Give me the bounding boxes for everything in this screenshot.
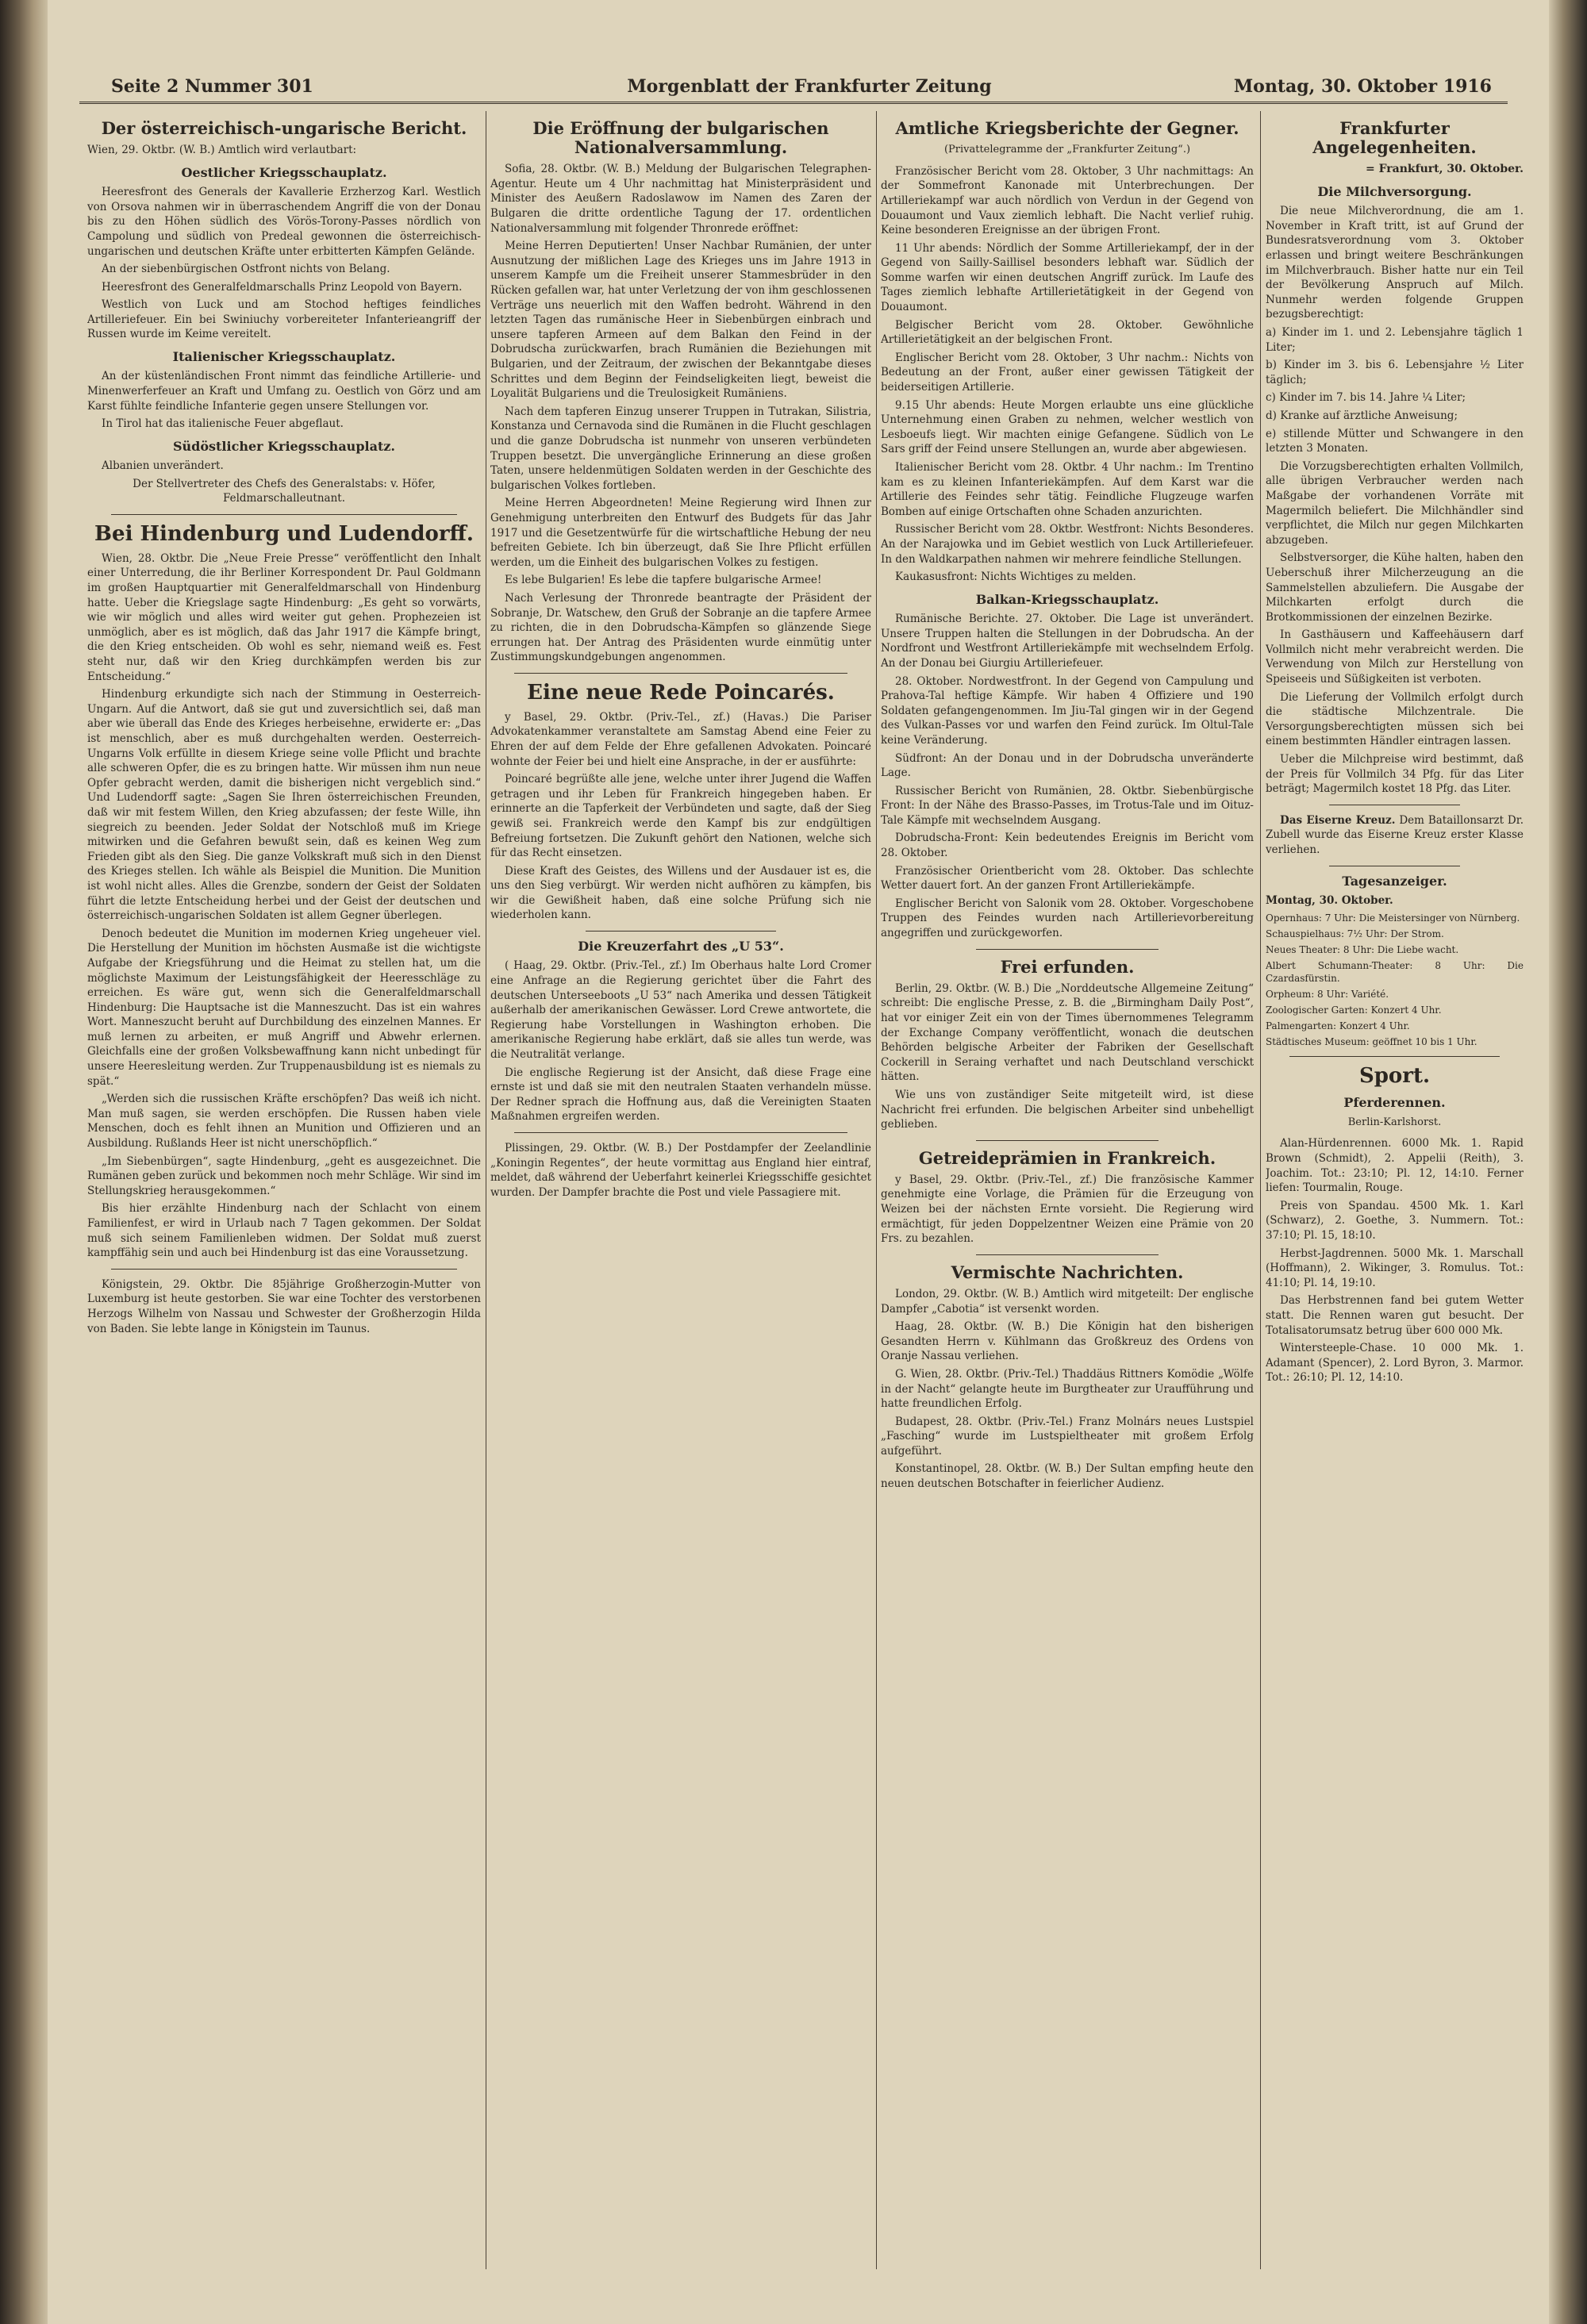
paragraph: In Gasthäusern und Kaffeehäusern darf Vollmilch nicht mehr verabreicht werden. Die Verwendung von Milch zur Herstellung von Speiseeis und Süßigkeiten ist verboten. bbox=[1266, 628, 1524, 686]
paragraph: Es lebe Bulgarien! Es lebe die tapfere bulgarische Armee! bbox=[505, 574, 822, 587]
paragraph: Alan-Hürdenrennen. 6000 Mk. 1. Rapid Brown (Schmidt), 2. Appelii (Reith), 3. Joachim. Tot.: 23:10; Pl. 12, 14:10. Ferner liefen: Tourmalin, Rouge. bbox=[1266, 1137, 1524, 1195]
separator bbox=[976, 1140, 1159, 1141]
paragraph: Nach Verlesung der Thronrede beantragte der Präsident der Sobranje, Dr. Watschew, den Gruß der Sobranje an die tapfere Armee zu richten, die in den Dobrudscha-Kämpfen so glänzende Siege errungen hat. Der Antrag des Präsidenten wurde einmütig unter Zustimmungskundgebungen angenommen. bbox=[490, 591, 871, 664]
paragraph: Selbstversorger, die Kühe halten, haben den Ueberschuß ihrer Milcherzeugung an die Sammelstellen abzuliefern. Die Ausgabe der Milchkarten erfolgt durch die Brotkommissionen der einzelnen Bezirke. bbox=[1266, 551, 1524, 624]
paragraph: Ueber die Milchpreise wird bestimmt, daß der Preis für Vollmilch 34 Pfg. für das Liter beträgt; Magermilch kostet 18 Pfg. das Liter. bbox=[1266, 753, 1524, 796]
column-rule bbox=[876, 111, 877, 2269]
headline: Sport. bbox=[1358, 1063, 1431, 1088]
headline: Vermischte Nachrichten. bbox=[951, 1262, 1184, 1282]
paragraph: Die englische Regierung ist der Ansicht, daß diese Frage eine ernste ist und daß sie mit den neutralen Staaten verhandeln müsse. Der Redner sprach die Hoffnung aus, daß die Vereinigten Staaten Maßnahmen ergreifen werden. bbox=[490, 1066, 871, 1124]
list-item: b) Kinder im 3. bis 6. Lebensjahre ½ Liter täglich; bbox=[1266, 359, 1524, 386]
paragraph: Russischer Bericht vom 28. Oktbr. Westfront: Nichts Besonderes. An der Narajowka und im Gebiet westlich von Luck Artilleriefeuer. In den Waldkarpathen nahmen wir mehrere feindliche Stellungen. bbox=[881, 523, 1254, 566]
separator bbox=[1289, 1056, 1500, 1057]
headline: Eine neue Rede Poincarés. bbox=[527, 680, 835, 705]
paragraph: An der küstenländischen Front nimmt das feindliche Artillerie- und Minenwerferfeuer an Kraft und Umfang zu. Oestlich von Görz und am Karst fühlte feindliche Infanterie gegen unsere Stellungen vor. bbox=[87, 370, 481, 413]
paragraph: Hindenburg erkundigte sich nach der Stimmung in Oesterreich-Ungarn. Auf die Antwort, daß sie gut und zuversichtlich sei, daß man aber wie überall das Ende des Krieges herbeisehne, erwiderte er: „Das ist menschlich, aber es muß durchgehalten werden. Oesterreich-Ungarns Volk erfüllte in diesem Kriege seine volle Pflicht und brachte alle schweren Opfer, die es zu bringen hatte. Wir müssen ihm nun neue Opfer gebracht werden, damit die bisherigen nicht vergeblich sind.“ Und Ludendorff sagte: „Sagen Sie Ihren österreichischen Freunden, daß wir mit festem Willen, den Krieg abzufassen; der feste Wille, ihn siegreich zu beenden. Jeder Soldat der Notschloß muß im Kriege mitwirken und die Gefahren bewußt sein, daß es keinen Weg zum Frieden gibt als den Sieg. Die ganze Volkskraft muß sich in den Dienst des Krieges stellen. Ich wähle als Beispiel die Munition. Die Munition ist wohl nicht alles. Alles die Grenzbe, sondern der Geist der Soldaten führt die letzte Entscheidung herbei und der Geist der deutschen und österreichisch-ungarischen Soldaten ist allem Gegner überlegen. bbox=[87, 688, 481, 923]
dateline: = Frankfurt, 30. Oktober. bbox=[1365, 163, 1524, 176]
headline: Frankfurter Angelegenheiten. bbox=[1312, 118, 1477, 158]
paragraph: Heeresfront des Generalfeldmarschalls Prinz Leopold von Bayern. bbox=[102, 280, 463, 294]
paragraph: Poincaré begrüßte alle jene, welche unter ihrer Jugend die Waffen getragen und ihr Leben für Frankreich hingegeben haben. Er erinnerte an die Tapferkeit der Verbündeten und sagte, daß der Sieg gewiß sei. Frankreich werde den Kampf bis zur endgültigen Befreiung fortsetzen. Die Zukunft gehört den Nationen, welche sich für das Recht einsetzen. bbox=[490, 773, 871, 860]
events-listing bbox=[1266, 912, 1524, 1048]
page-number: Seite 2 Nummer 301 bbox=[111, 76, 313, 97]
list-item: Opernhaus: 7 Uhr: Die Meistersinger von Nürnberg. bbox=[1266, 912, 1520, 924]
list-item: e) stillende Mütter und Schwangere in den letzten 3 Monaten. bbox=[1266, 427, 1524, 455]
headline: Frei erfunden. bbox=[1000, 956, 1135, 977]
list-item: Neues Theater: 8 Uhr: Die Liebe wacht. bbox=[1266, 943, 1459, 955]
headline: Tagesanzeiger. bbox=[1342, 873, 1447, 889]
paragraph: Westlich von Luck und am Stochod heftiges feindliches Artilleriefeuer. Ein bei Swiniuchy vorbereiteter Infanterieangriff der Russen wurde im Keime vereitelt. bbox=[87, 298, 481, 341]
paragraph: Englischer Bericht von Salonik vom 28. Oktober. Vorgeschobene Truppen des Feindes wurden nach Artillerievorbereitung angegriffen und zurückgeworfen. bbox=[881, 897, 1254, 940]
paragraph: Haag, 28. Oktbr. (W. B.) Die Königin hat den bisherigen Gesandten Herrn v. Kühlmann das Großkreuz des Ordens von Oranje Nassau verliehen. bbox=[881, 1320, 1254, 1363]
paragraph: ( Haag, 29. Oktbr. (Priv.-Tel., zf.) Im Oberhaus halte Lord Cromer eine Anfrage an die Regierung gerichtet über die Fahrt des deutschen Unterseeboots „U 53“ nach Amerika und dessen Tätigkeit außerhalb der amerikanischen Gewässer. Lord Crewe antwortete, die Regierung habe Vorstellungen in Washington erhoben. Die amerikanische Regierung habe erklärt, daß sie alles tun werde, was die Neutralität verlange. bbox=[490, 959, 871, 1062]
subheadline: Südöstlicher Kriegsschauplatz. bbox=[172, 438, 395, 454]
paragraph: Englischer Bericht vom 28. Oktober, 3 Uhr nachm.: Nichts von Bedeutung an der Front, außer einer gewissen Tätigkeit der beiderseitigen Artillerie. bbox=[881, 351, 1254, 394]
list-item: Städtisches Museum: geöffnet 10 bis 1 Uhr. bbox=[1266, 1035, 1477, 1047]
column-4 bbox=[1266, 111, 1524, 2261]
paragraph: Rumänische Berichte. 27. Oktober. Die Lage ist unverändert. Unsere Truppen halten die Stellungen in der Dobrudscha. An der Nordfront und Westfront Artilleriekämpfe mit wechselndem Erfolg. An der Donau bei Giurgiu Artilleriefeuer. bbox=[881, 613, 1254, 670]
subheadline: Balkan-Kriegsschauplatz. bbox=[975, 591, 1159, 607]
paragraph: Wintersteeple-Chase. 10 000 Mk. 1. Adamant (Spencer), 2. Lord Byron, 3. Marmor. Tot.: 26:10; Pl. 12, 14:10. bbox=[1266, 1342, 1524, 1385]
paragraph: An der siebenbürgischen Ostfront nichts von Belang. bbox=[102, 263, 390, 276]
column-3 bbox=[881, 111, 1254, 2261]
paragraph: Russischer Bericht von Rumänien, 28. Oktbr. Siebenbürgische Front: In der Nähe des Brasso-Passes, im Trotus-Tale und im Oituz-Tale Kämpfe mit wechselndem Ausgang. bbox=[881, 784, 1254, 827]
column-2 bbox=[490, 111, 871, 2261]
paragraph: Königstein, 29. Oktbr. Die 85jährige Großherzogin-Mutter von Luxemburg ist heute gestorben. Sie war eine Tochter des verstorbenen Herzogs Wilhelm von Nassau und Schwester der Großherzogin Hilda von Baden. Sie lebte lange in Königstein im Taunus. bbox=[87, 1277, 481, 1335]
paragraph: Französischer Bericht vom 28. Oktober, 3 Uhr nachmittags: An der Sommefront Kanonade mit Unterbrechungen. Der Artilleriekampf war auch nördlich von Verdun in der Gegend von Douaumont und Vaux ziemlich lebhaft. Die Nacht verlief ruhig. Keine besonderen Ereignisse an der übrigen Front. bbox=[881, 164, 1254, 237]
paragraph: Die neue Milchverordnung, die am 1. November in Kraft tritt, ist auf Grund der Bundesratsverordnung vom 3. Oktober erlassen und bringt weitere Beschränkungen im Milchverbrauch. Bisher hatte nur ein Teil der Bevölkerung Anspruch auf Milch. Nunmehr werden folgende Gruppen bezugsberechtigt: bbox=[1266, 205, 1524, 321]
headline: Bei Hindenburg und Ludendorff. bbox=[94, 522, 474, 546]
paragraph: Italienischer Bericht vom 28. Oktbr. 4 Uhr nachm.: Im Trentino kam es zu kleinen Infanteriekämpfen. Auf dem Karst war die Artillerie des Feindes sehr tätig. Feindliche Flugzeuge warfen Bomben auf einige Ortschaften ohne Schaden anzurichten. bbox=[881, 461, 1254, 518]
paragraph: Die Lieferung der Vollmilch erfolgt durch die städtische Milchzentrale. Die Versorgungsberechtigten müssen sich bei einem bestimmten Händler eintragen lassen. bbox=[1266, 690, 1524, 748]
headline: Getreideprämien in Frankreich. bbox=[918, 1147, 1216, 1168]
separator bbox=[111, 1269, 457, 1270]
list-item: a) Kinder im 1. und 2. Lebensjahre täglich 1 Liter; bbox=[1266, 326, 1524, 354]
book-binding bbox=[0, 0, 48, 2324]
list-item: c) Kinder im 7. bis 14. Jahre ¼ Liter; bbox=[1266, 391, 1466, 405]
separator bbox=[976, 949, 1159, 950]
paragraph: Herbst-Jagdrennen. 5000 Mk. 1. Marschall (Hoffmann), 2. Wikinger, 3. Romulus. Tot.: 41:10; Pl. 14, 19:10. bbox=[1266, 1247, 1524, 1289]
newspaper-sheet bbox=[48, 0, 1549, 2324]
signature: Der Stellvertreter des Chefs des Generalstabs: v. Höfer, Feldmarschalleutnant. bbox=[133, 477, 436, 505]
paragraph: 11 Uhr abends: Nördlich der Somme Artilleriekampf, der in der Gegend von Sailly-Saillisel besonders lebhaft war. Südlich der Somme warfen wir einen deutschen Angriff zurück. Im Laufe des Tages ziemlich lebhafte Artillerietätigkeit in der Gegend von Douaumont. bbox=[881, 241, 1254, 314]
paragraph: G. Wien, 28. Oktbr. (Priv.-Tel.) Thaddäus Rittners Komödie „Wölfe in der Nacht“ gelangte heute im Burgtheater zur Uraufführung und hatte freundlichen Erfolg. bbox=[881, 1367, 1254, 1411]
page-edge bbox=[1549, 0, 1587, 2324]
list-item: Schauspielhaus: 7½ Uhr: Der Strom. bbox=[1266, 928, 1444, 939]
paragraph: Budapest, 28. Oktbr. (Priv.-Tel.) Franz Molnárs neues Lustspiel „Fasching“ wurde im Lustspieltheater mit großem Erfolg aufgeführt. bbox=[881, 1415, 1254, 1458]
paragraph: Berlin, 29. Oktbr. (W. B.) Die „Norddeutsche Allgemeine Zeitung“ schreibt: Die englische Presse, z. B. die „Birmingham Daily Post“, hat vor einiger Zeit ein von der Times übernommenes Telegramm der Exchange Company veröffentlicht, wonach die deutschen Behörden belgische Arbeiter der Fabriken der Gesellschaft Cockerill in Seraing verhaftet und nach Deutschland verschickt hätten. bbox=[881, 981, 1254, 1084]
headline: Die Kreuzerfahrt des „U 53“. bbox=[578, 939, 784, 955]
paragraph: Meine Herren Abgeordneten! Meine Regierung wird Ihnen zur Genehmigung unterbreiten den Entwurf des Budgets für das Jahr 1917 und die Gesetzentwürfe für die wirtschaftliche Hebung der neu befreiten Gebiete. Ich bin überzeugt, daß Sie Ihre Pflicht erfüllen werden, um die Einheit des bulgarischen Volkes zu festigen. bbox=[490, 497, 871, 569]
paragraph: Preis von Spandau. 4500 Mk. 1. Karl (Schwarz), 2. Goethe, 3. Nummern. Tot.: 37:10; Pl. 15, 18:10. bbox=[1266, 1199, 1524, 1243]
paragraph: Das Herbstrennen fand bei gutem Wetter statt. Die Rennen waren gut besucht. Der Totalisatorumsatz betrug über 600 000 Mk. bbox=[1266, 1294, 1524, 1337]
subheadline: Oestlicher Kriegsschauplatz. bbox=[181, 164, 387, 180]
paragraph: Konstantinopel, 28. Oktbr. (W. B.) Der Sultan empfing heute den neuen deutschen Botschafter in feierlicher Audienz. bbox=[881, 1462, 1254, 1491]
paragraph: Denoch bedeutet die Munition im modernen Krieg ungeheuer viel. Die Herstellung der Munition im höchsten Ausmaße ist die wichtigste Aufgabe der Kriegsführung und die Heimat zu stellen hat, um die möglichste Maximum der Leistungsfähigkeit der Heeresschläge zu erreichen. Es wäre gut, wenn sich die Generalfeldmarschall Hindenburg: Die Hauptsache ist die Manneszucht. Das ist ein wahres Wort. Manneszucht beruht auf Durchbildung des einzelnen Mannes. Er muß lernen zu arbeiten, er muß Angriff und Abwehr erlernen. Gleichfalls eine der großen Volksbewaffnung kann nicht unbedingt für unsere Heeresleitung werden. Zur Truppenausbildung ist es niemals zu spät.“ bbox=[87, 927, 481, 1088]
dateline: Wien, 29. Oktbr. (W. B.) Amtlich wird verlautbart: bbox=[87, 144, 357, 157]
paragraph: Wien, 28. Oktbr. Die „Neue Freie Presse“ veröffentlicht den Inhalt einer Unterredung, die ihr Berliner Korrespondent Dr. Paul Goldmann im großen Hauptquartier mit Generalfeldmarschall von Hindenburg hatte. Ueber die Kriegslage sagte Hindenburg: „Es geht so vorwärts, wie wir möglich und alles wird weiter gut gehen. Prophezeien ist unmöglich, aber es ist möglich, daß das Jahr 1917 die Kämpfe bringt, die den Krieg entscheiden. Ob wohl es sehr, niemand weiß es. Fest steht nur, daß wir den Krieg durchkämpfen werden bis zur Entscheidung.“ bbox=[87, 551, 481, 683]
column-rule bbox=[1260, 111, 1261, 2269]
headline: Der österreichisch-ungarische Bericht. bbox=[101, 118, 467, 138]
inline-heading: Das Eiserne Kreuz. bbox=[1280, 813, 1396, 827]
paragraph: Bis hier erzählte Hindenburg nach der Schlacht von einem Familienfest, er wird in Urlaub nach 7 Tagen gekommen. Der Soldat muß sich seinem Familienleben widmen. Der Soldat muß zuerst kampffähig sein und auch bei Hindenburg ist das eine Voraussetzung. bbox=[87, 1202, 481, 1260]
subheadline: (Privattelegramme der „Frankfurter Zeitung“.) bbox=[943, 144, 1191, 156]
paragraph-text: Dem Bataillonsarzt Dr. Zubell wurde das Eiserne Kreuz erster Klasse verliehen. bbox=[1266, 813, 1524, 857]
paragraph: Kaukasusfront: Nichts Wichtiges zu melden. bbox=[895, 570, 1136, 584]
paragraph: Plissingen, 29. Oktbr. (W. B.) Der Postdampfer der Zeelandlinie „Koningin Regentes“, der heute vormittag aus England hier eintraf, meldet, daß während der Ueberfahrt keinerlei Kriegsschiffe gesichtet wurden. Der Dampfer brachte die Post und viele Passagiere mit. bbox=[490, 1142, 871, 1199]
paragraph bbox=[1266, 813, 1524, 858]
paragraph: 28. Oktober. Nordwestfront. In der Gegend von Campulung und Prahova-Tal heftige Kämpfe. Wir haben 4 Offiziere und 190 Soldaten gefangengenommen. Im Jiu-Tal gingen wir in der Gegend des Vulkan-Passes vor und warfen den Feind zurück. Im Oltul-Tale keine Veränderung. bbox=[881, 674, 1254, 747]
paragraph: Die Vorzugsberechtigten erhalten Vollmilch, alle übrigen Verbraucher werden nach Maßgabe der vorhandenen Vorräte mit Magermilch beliefert. Die Milchhändler sind verpflichtet, die Milch nur gegen Milchkarten abzugeben. bbox=[1266, 459, 1524, 547]
column-1 bbox=[87, 111, 481, 2261]
paragraph: Sofia, 28. Oktbr. (W. B.) Meldung der Bulgarischen Telegraphen-Agentur. Heute um 4 Uhr nachmittag hat Ministerpräsident und Minister des Aeußern Radoslawow im Namen des Zaren der Bulgaren die dritte ordentliche Tagung der 17. ordentlichen Nationalversammlung mit folgender Thronrede eröffnet: bbox=[490, 163, 871, 235]
separator bbox=[514, 673, 847, 674]
paragraph: y Basel, 29. Oktbr. (Priv.-Tel., zf.) (Havas.) Die Pariser Advokatenkammer veranstaltete am Samstag Abend eine Feier zu Ehren der auf dem Felde der Ehre gefallenen Advokaten. Poincaré wohnte der Feier bei und hielt eine Ansprache, in der er ausführte: bbox=[490, 710, 871, 768]
list-item: Palmengarten: Konzert 4 Uhr. bbox=[1266, 1020, 1410, 1031]
separator bbox=[111, 514, 457, 515]
separator bbox=[976, 1254, 1159, 1255]
paragraph: Dobrudscha-Front: Kein bedeutendes Ereignis im Bericht vom 28. Oktober. bbox=[881, 832, 1254, 860]
paragraph: 9.15 Uhr abends: Heute Morgen erlaubte uns eine glückliche Unternehmung einen Graben zu nehmen, welcher westlich von Lesboeufs liegt. Wir machten einige Gefangene. Südlich von Le Sars griff der Feind unsere Stellungen an, wurde aber abgewiesen. bbox=[881, 398, 1254, 456]
paragraph: „Im Siebenbürgen“, sagte Hindenburg, „geht es ausgezeichnet. Die Rumänen geben zurück und bekommen noch mehr Schläge. Wir sind im Stellungskrieg herausgekommen.“ bbox=[87, 1154, 481, 1197]
list-item: Montag, 30. Oktober. bbox=[1266, 894, 1393, 907]
masthead bbox=[79, 70, 1508, 104]
separator bbox=[514, 1132, 847, 1133]
headline: Die Eröffnung der bulgarischen Nationalversammlung. bbox=[532, 118, 829, 158]
paragraph: Diese Kraft des Geistes, des Willens und der Ausdauer ist es, die uns den Sieg verbürgt. Wir werden nicht aufhören zu kämpfen, bis wir die Gewißheit haben, daß eine solche Prüfung sich nie wiederholen kann. bbox=[490, 864, 871, 922]
paragraph: y Basel, 29. Oktbr. (Priv.-Tel., zf.) Die französische Kammer genehmigte eine Vorlage, die Prämien für die Erzeugung von Weizen bei der nächsten Ernte vorsieht. Die Regierung wird ermächtigt, für jeden Doppelzentner Weizen eine Prämie von 20 Frs. zu bezahlen. bbox=[881, 1173, 1254, 1246]
subheadline: Pferderennen. bbox=[1343, 1095, 1446, 1111]
newspaper-title: Morgenblatt der Frankfurter Zeitung bbox=[627, 76, 992, 97]
subheadline: Die Milchversorgung. bbox=[1317, 183, 1472, 199]
subheadline: Berlin-Karlshorst. bbox=[1347, 1116, 1442, 1128]
subheadline: Italienischer Kriegsschauplatz. bbox=[172, 349, 396, 365]
paragraph: London, 29. Oktbr. (W. B.) Amtlich wird mitgeteilt: Der englische Dampfer „Cabotia“ ist versenkt worden. bbox=[881, 1287, 1254, 1316]
issue-date: Montag, 30. Oktober 1916 bbox=[1233, 76, 1492, 97]
paragraph: Nach dem tapferen Einzug unserer Truppen in Tutrakan, Silistria, Konstanza und Cernavoda sind die Rumänen in die Flucht geschlagen und die ganze Dobrudscha ist nunmehr von unseren verbündeten Truppen besetzt. Die unvergängliche Erinnerung an diese großen Taten, unsere heldenmütigen Soldaten werden in der Geschichte des bulgarischen Volkes fortleben. bbox=[490, 405, 871, 492]
list-item: d) Kranke auf ärztliche Anweisung; bbox=[1266, 409, 1458, 422]
paragraph: Heeresfront des Generals der Kavallerie Erzherzog Karl. Westlich von Orsova nahmen wir in überraschendem Angriff die von der Donau bis zu den Höhen südlich des Vörös-Torony-Passes nördlich von Campolung und südlich von Predeal gewonnen die österreichisch-ungarischen und deutschen Kräfte unter erbitterten Kämpfen Gelände. bbox=[87, 186, 481, 258]
list-item: Albert Schumann-Theater: 8 Uhr: Die Czardasfürstin. bbox=[1266, 959, 1524, 984]
list-item: Orpheum: 8 Uhr: Variété. bbox=[1266, 988, 1389, 1000]
paragraph: Südfront: An der Donau und in der Dobrudscha unveränderte Lage. bbox=[881, 751, 1254, 780]
paragraph: Belgischer Bericht vom 28. Oktober. Gewöhnliche Artillerietätigkeit an der belgischen Front. bbox=[881, 318, 1254, 347]
paragraph: Wie uns von zuständiger Seite mitgeteilt wird, ist diese Nachricht frei erfunden. Die belgischen Arbeiter sind unbehelligt geblieben. bbox=[881, 1088, 1254, 1131]
paragraph: Albanien unverändert. bbox=[102, 459, 224, 473]
separator bbox=[586, 931, 776, 932]
paragraph: „Werden sich die russischen Kräfte erschöpfen? Das weiß ich nicht. Man muß sagen, sie werden erschöpfen. Die Russen haben viele Menschen, doch es fehlt ihnen an Munition und Offizieren und an Ausbildung. Rußlands Heer ist nicht unerschöpflich.“ bbox=[87, 1093, 481, 1150]
paragraph: Meine Herren Deputierten! Unser Nachbar Rumänien, der unter Ausnutzung der mißlichen Lage des Krieges uns im Jahre 1913 in unserem Kampfe um die Freiheit unserer Stammesbrüder in den Rücken gefallen war, hat unter Verletzung der von ihm geschlossenen Verträge uns neuerlich mit den Waffen bedroht. Während in den letzten Tagen das rumänische Heer in Siebenbürgen einbrach und unsere tapferen Armeen auf dem Balkan den Feind in der Dobrudscha zurückwarfen, brach Rumänien die Beziehungen mit Bulgarien, und der Zeitraum, der zwischen der Bekanntgabe dieses Schrittes und dem Beginn der Feindseligkeiten liegt, beweist die Loyalität Bulgariens und die Treulosigkeit Rumäniens. bbox=[490, 240, 871, 401]
list-item: Zoologischer Garten: Konzert 4 Uhr. bbox=[1266, 1004, 1442, 1016]
paragraph: Französischer Orientbericht vom 28. Oktober. Das schlechte Wetter dauert fort. An der ganzen Front Artilleriekämpfe. bbox=[881, 864, 1254, 893]
headline: Amtliche Kriegsberichte der Gegner. bbox=[895, 118, 1239, 138]
paragraph: In Tirol hat das italienische Feuer abgeflaut. bbox=[102, 417, 344, 431]
